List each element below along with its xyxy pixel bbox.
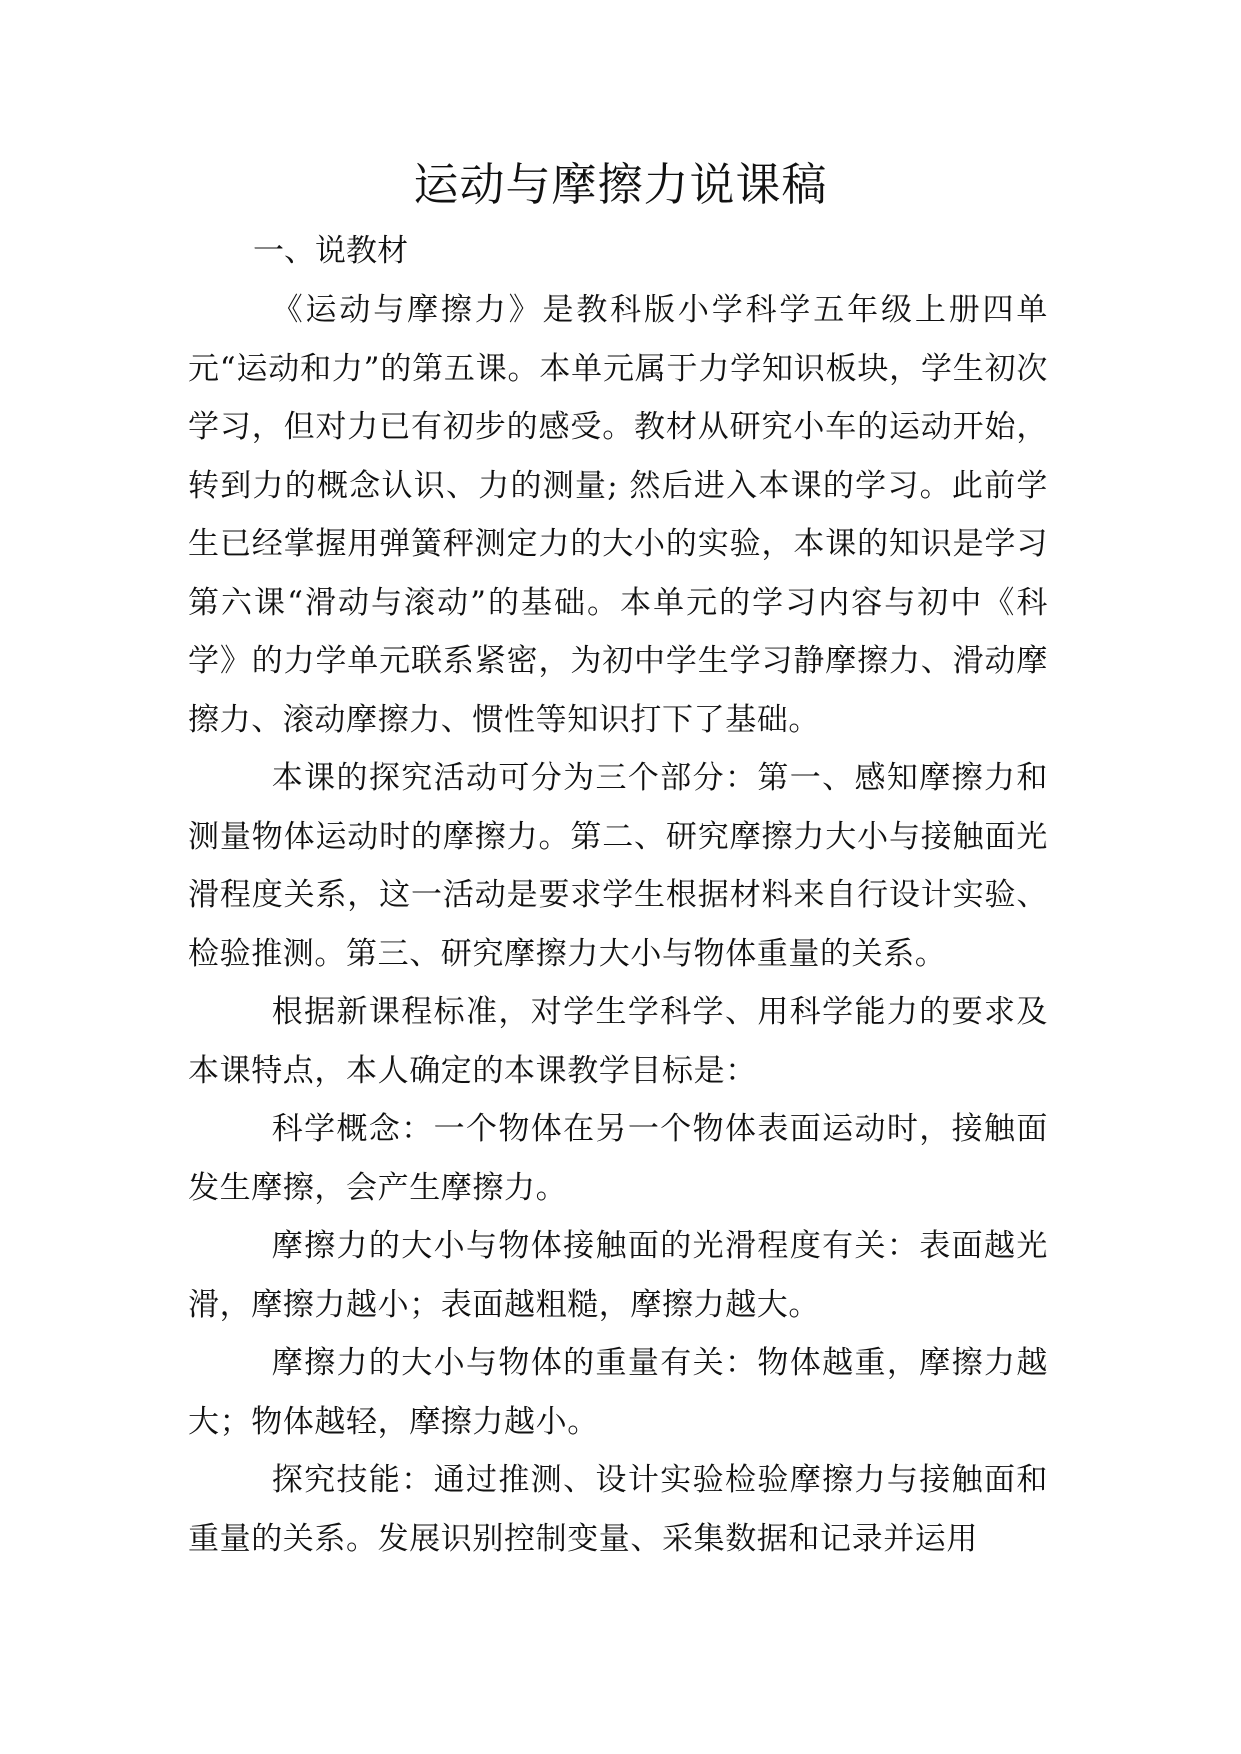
section-heading: 一、说教材 xyxy=(253,233,408,269)
paragraph-textbook-overview: 《运动与摩擦力》是教科版小学科学五年级上册四单元“运动和力”的第五课。本单元属于力学知识板块，学生初次学习，但对力已有初步的感受。教材从研究小车的运动开始，转到力的概念认识、力的测量; 然后进入本课的学习。此前学生已经掌握用弹簧秤测定力的大小的实验，本课的知识是学习第六课“滑动与滚动”的基础。本单元的学习内容与初中《科学》的力学单元联系紧密，为初中学生学习静摩擦力、滑动摩擦力、滚动摩擦力、惯性等知识打下了基础。 xyxy=(188,292,1048,738)
paragraph-object-weight: 摩擦力的大小与物体的重量有关：物体越重，摩擦力越大；物体越轻，摩擦力越小。 xyxy=(188,1345,1048,1440)
paragraph-science-concept: 科学概念：一个物体在另一个物体表面运动时，接触面发生摩擦，会产生摩擦力。 xyxy=(188,1111,1048,1206)
paragraph-inquiry-skills: 探究技能：通过推测、设计实验检验摩擦力与接触面和重量的关系。发展识别控制变量、采集数据和记录并运用 xyxy=(188,1462,1048,1557)
document-title: 运动与摩擦力说课稿 xyxy=(413,158,828,211)
document-body xyxy=(188,281,1048,1568)
paragraph-inquiry-activities: 本课的探究活动可分为三个部分：第一、感知摩擦力和测量物体运动时的摩擦力。第二、研究摩擦力大小与接触面光滑程度关系，这一活动是要求学生根据材料来自行设计实验、检验推测。第三、研究摩擦力大小与物体重量的关系。 xyxy=(188,760,1048,972)
paragraph-surface-smoothness: 摩擦力的大小与物体接触面的光滑程度有关：表面越光滑，摩擦力越小；表面越粗糙，摩擦力越大。 xyxy=(188,1228,1048,1323)
paragraph-teaching-goals-intro: 根据新课程标准，对学生学科学、用科学能力的要求及本课特点，本人确定的本课教学目标是： xyxy=(188,994,1048,1089)
